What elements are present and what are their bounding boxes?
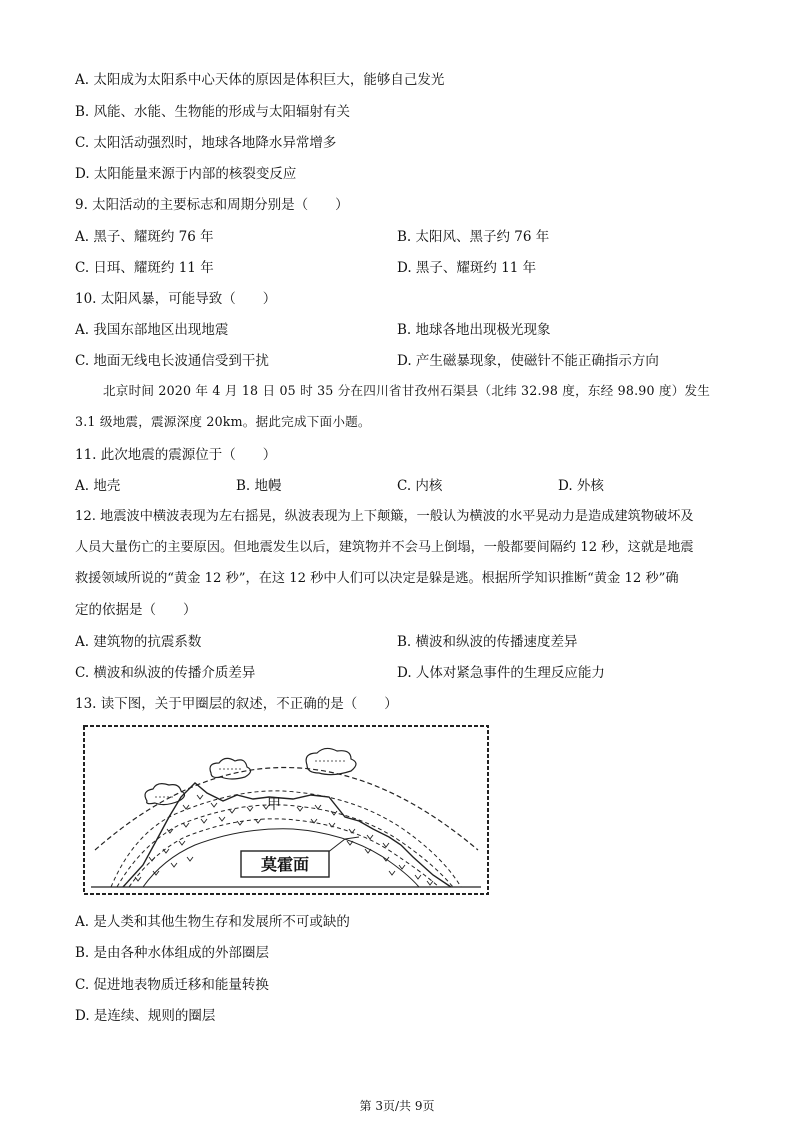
q12-stem-line-4: 定的依据是（ ）	[75, 602, 197, 618]
q10-option-b: B. 地球各地出现极光现象	[397, 322, 551, 338]
q10-stem: 10. 太阳风暴，可能导致（ ）	[75, 291, 277, 307]
q12-stem-line-3: 救援领域所说的“黄金 12 秒”，在这 12 秒中人们可以决定是躲是逃。根据所学知识推断“黄金 12 秒”确	[75, 571, 679, 586]
q8-option-b: B. 风能、水能、生物能的形成与太阳辐射有关	[75, 104, 351, 120]
q9-option-b: B. 太阳风、黑子约 76 年	[397, 229, 550, 245]
q10-option-a: A. 我国东部地区出现地震	[75, 322, 229, 338]
q13-option-c: C. 促进地表物质迁移和能量转换	[75, 977, 269, 993]
page-footer: 第 3页/共 9页	[359, 1099, 435, 1113]
q9-option-d: D. 黑子、耀斑约 11 年	[397, 260, 537, 276]
passage-line-1: 北京时间 2020 年 4 月 18 日 05 时 35 分在四川省甘孜州石渠县（北纬 32.98 度，东经 98.90 度）发生	[103, 383, 711, 398]
q11-option-b: B. 地幔	[236, 478, 282, 494]
q8-option-d: D. 太阳能量来源于内部的核裂变反应	[75, 166, 297, 182]
q12-option-b: B. 横波和纵波的传播速度差异	[397, 634, 578, 650]
q13-option-d: D. 是连续、规则的圈层	[75, 1008, 216, 1024]
passage-line-2: 3.1 级地震，震源深度 20km。据此完成下面小题。	[75, 414, 371, 429]
q11-option-d: D. 外核	[558, 478, 604, 494]
q12-option-c: C. 横波和纵波的传播介质差异	[75, 665, 256, 681]
q8-option-a: A. 太阳成为太阳系中心天体的原因是体积巨大，能够自己发光	[75, 72, 445, 88]
q9-stem: 9. 太阳活动的主要标志和周期分别是（ ）	[75, 197, 349, 213]
q12-option-a: A. 建筑物的抗震系数	[75, 634, 202, 650]
q10-option-c: C. 地面无线电长波通信受到干扰	[75, 353, 269, 369]
q8-option-c: C. 太阳活动强烈时，地球各地降水异常增多	[75, 135, 337, 151]
geosphere-figure	[83, 725, 489, 895]
q11-option-a: A. 地壳	[75, 478, 121, 494]
cloud-icon	[210, 758, 251, 779]
q13-option-a: A. 是人类和其他生物生存和发展所不可或缺的	[75, 914, 350, 930]
q13-option-b: B. 是由各种水体组成的外部圈层	[75, 945, 270, 961]
atmosphere-arc	[95, 768, 478, 851]
q11-stem: 11. 此次地震的震源位于（ ）	[75, 447, 277, 463]
q11-option-c: C. 内核	[397, 478, 443, 494]
q9-option-c: C. 日珥、耀斑约 11 年	[75, 260, 214, 276]
q10-option-d: D. 产生磁暴现象，使磁针不能正确指示方向	[397, 353, 659, 369]
q9-option-a: A. 黑子、耀斑约 76 年	[75, 229, 214, 245]
q13-stem: 13. 读下图，关于甲圈层的叙述，不正确的是（ ）	[75, 696, 398, 712]
label-moho: 莫霍面	[260, 855, 310, 874]
label-jia: 甲	[267, 797, 281, 813]
q12-option-d: D. 人体对紧急事件的生理反应能力	[397, 665, 605, 681]
q12-stem-line-1: 12. 地震波中横波表现为左右摇晃，纵波表现为上下颠簸，一般认为横波的水平晃动力是造成建筑物破坏及	[75, 509, 694, 524]
q12-stem-line-2: 人员大量伤亡的主要原因。但地震发生以后，建筑物并不会马上倒塌，一般都要间隔约 12 秒，这就是地震	[75, 540, 694, 555]
cloud-icon	[306, 748, 356, 774]
